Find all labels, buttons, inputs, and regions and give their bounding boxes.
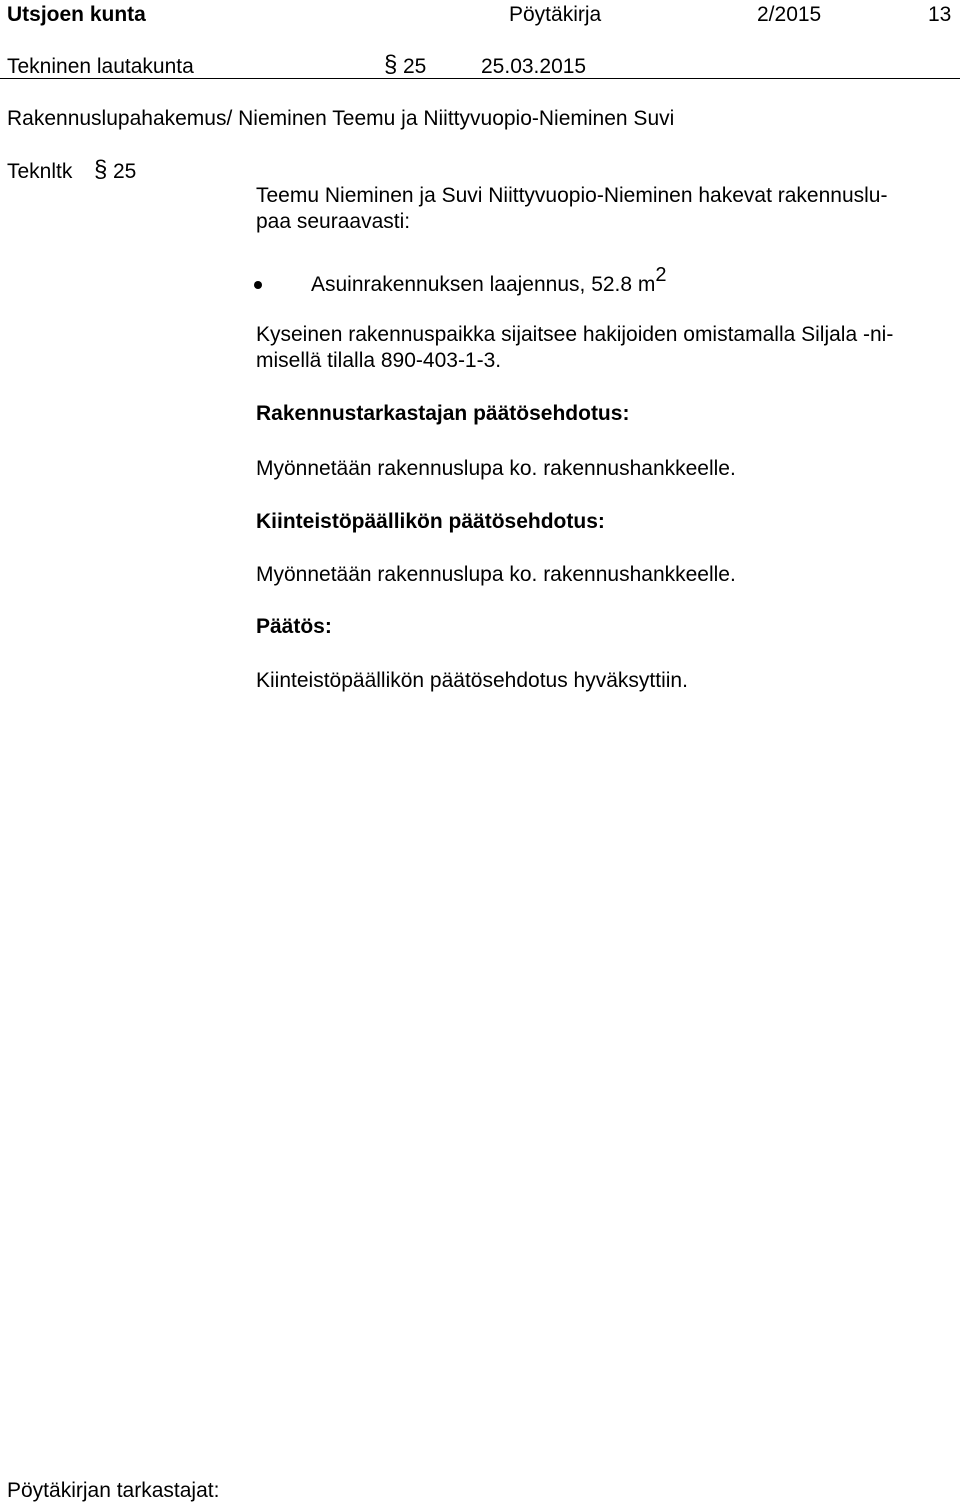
reference-section-sign-icon: § bbox=[94, 156, 108, 183]
bullet-icon bbox=[254, 281, 262, 289]
meeting-date: 25.03.2015 bbox=[481, 55, 587, 78]
reference-body: Teknltk bbox=[7, 160, 73, 183]
decision-heading: Päätös: bbox=[256, 615, 332, 638]
intro-line-1: Teemu Nieminen ja Suvi Niittyvuopio-Nieminen hakevat rakennuslu- bbox=[256, 184, 888, 207]
intro-paragraph bbox=[256, 183, 936, 235]
item-title: Rakennuslupahakemus/ Nieminen Teemu ja Niittyvuopio-Nieminen Suvi bbox=[7, 107, 675, 130]
proposal2-text: Myönnetään rakennuslupa ko. rakennushankkeelle. bbox=[256, 563, 736, 586]
location-paragraph bbox=[256, 322, 936, 374]
proposal2-heading: Kiinteistöpäällikön päätösehdotus: bbox=[256, 510, 605, 533]
document-number: 2/2015 bbox=[757, 3, 822, 26]
location-line-1: Kyseinen rakennuspaikka sijaitsee hakijoiden omistamalla Siljala -ni- bbox=[256, 323, 894, 346]
municipality-name: Utsjoen kunta bbox=[7, 3, 146, 26]
page-number: 13 bbox=[928, 3, 952, 26]
document-type: Pöytäkirja bbox=[509, 3, 602, 26]
proposal1-heading: Rakennustarkastajan päätösehdotus: bbox=[256, 402, 630, 425]
intro-line-2: paa seuraavasti: bbox=[256, 210, 411, 233]
footer-label: Pöytäkirjan tarkastajat: bbox=[7, 1479, 220, 1502]
reference-number: 25 bbox=[113, 160, 137, 183]
section-sign-icon: § bbox=[384, 51, 398, 78]
section-number: 25 bbox=[403, 55, 427, 78]
decision-text: Kiinteistöpäällikön päätösehdotus hyväksyttiin. bbox=[256, 669, 688, 692]
header-divider bbox=[0, 78, 960, 79]
location-line-2: misellä tilalla 890-403-1-3. bbox=[256, 349, 502, 372]
bullet-text: Asuinrakennuksen laajennus, 52.8 m bbox=[311, 273, 656, 296]
committee-name: Tekninen lautakunta bbox=[7, 55, 194, 78]
bullet-superscript: 2 bbox=[655, 264, 667, 286]
proposal1-text: Myönnetään rakennuslupa ko. rakennushankkeelle. bbox=[256, 457, 736, 480]
bullet-item bbox=[311, 264, 667, 296]
